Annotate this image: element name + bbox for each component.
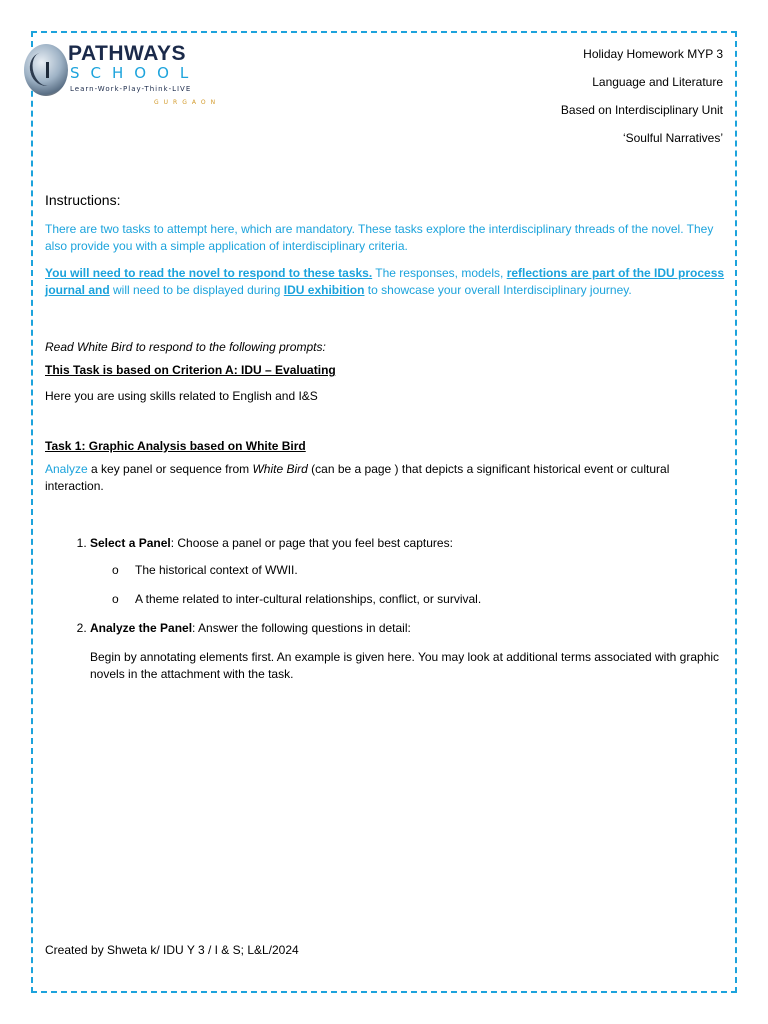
- instructions-para-1: There are two tasks to attempt here, which are mandatory. These tasks explore the interdisciplinary threads of the novel. They also provide you with a simple application of interdisciplinary criteria.: [45, 222, 714, 253]
- criterion-heading: This Task is based on Criterion A: IDU – Evaluating: [45, 363, 336, 377]
- step-text: : Answer the following questions in detail:: [192, 621, 411, 635]
- para-text: will need to be displayed during: [109, 283, 284, 297]
- bullet-glyph: o: [112, 592, 119, 606]
- step-bullets: [90, 562, 725, 608]
- desc-text: a key panel or sequence from: [87, 462, 253, 476]
- task1-description: [45, 461, 725, 495]
- footer-credit: Created by Shweta k/ IDU Y 3 / I & S; L&L/2024: [45, 943, 299, 957]
- step-note: Begin by annotating elements first. An example is given here. You may look at additional terms associated with graphic novels in the attachment with the task.: [90, 650, 720, 681]
- step-text: : Choose a panel or page that you feel best captures:: [170, 536, 453, 550]
- header-line: Based on Interdisciplinary Unit: [560, 103, 723, 117]
- process-journal-link[interactable]: reflections are part of the IDU process journal and: [45, 266, 725, 297]
- bullet-item: [112, 562, 725, 579]
- task-steps: [45, 535, 725, 683]
- bullet-item: [112, 591, 725, 608]
- globe-icon: [24, 44, 68, 96]
- logo-name: PATHWAYS: [68, 42, 186, 65]
- book-title: White Bird: [252, 462, 308, 476]
- step-item: [90, 535, 725, 608]
- skills-line: Here you are using skills related to English and I&S: [45, 389, 318, 403]
- task1-title: Task 1: Graphic Analysis based on White Bird: [45, 439, 306, 453]
- logo-city: GURGAON: [154, 99, 221, 105]
- step-item: [90, 620, 725, 683]
- instructions-title: Instructions:: [45, 192, 121, 208]
- analyze-word: Analyze: [45, 462, 88, 476]
- header-line: Holiday Homework MYP 3: [583, 47, 723, 61]
- bullet-text: The historical context of WWII.: [135, 563, 298, 577]
- school-logo: [24, 42, 221, 110]
- bullet-glyph: o: [112, 563, 119, 577]
- instructions-para-2: [45, 265, 725, 299]
- header-info: [561, 47, 723, 159]
- read-novel-link[interactable]: You will need to read the novel to respond to these tasks.: [45, 266, 373, 280]
- para-text: The responses, models,: [372, 266, 507, 280]
- logo-school: SCHOOL: [70, 64, 200, 82]
- logo-tagline: Learn-Work-Play-Think-LIVE: [70, 85, 192, 93]
- prompts-intro: Read White Bird to respond to the following prompts:: [45, 340, 326, 354]
- main-content: [45, 192, 725, 683]
- para-text: to showcase your overall Interdisciplinary journey.: [364, 283, 632, 297]
- desc-text: (can be a page ) that depicts a significant historical event or cultural interaction.: [45, 462, 670, 493]
- bullet-text: A theme related to inter-cultural relationships, conflict, or survival.: [135, 592, 482, 606]
- step-label: Select a Panel: [90, 536, 171, 550]
- step-label: Analyze the Panel: [90, 621, 193, 635]
- header-line: Language and Literature: [592, 75, 723, 89]
- header-line: ‘Soulful Narratives’: [622, 131, 723, 145]
- idu-exhibition-link[interactable]: IDU exhibition: [283, 283, 365, 297]
